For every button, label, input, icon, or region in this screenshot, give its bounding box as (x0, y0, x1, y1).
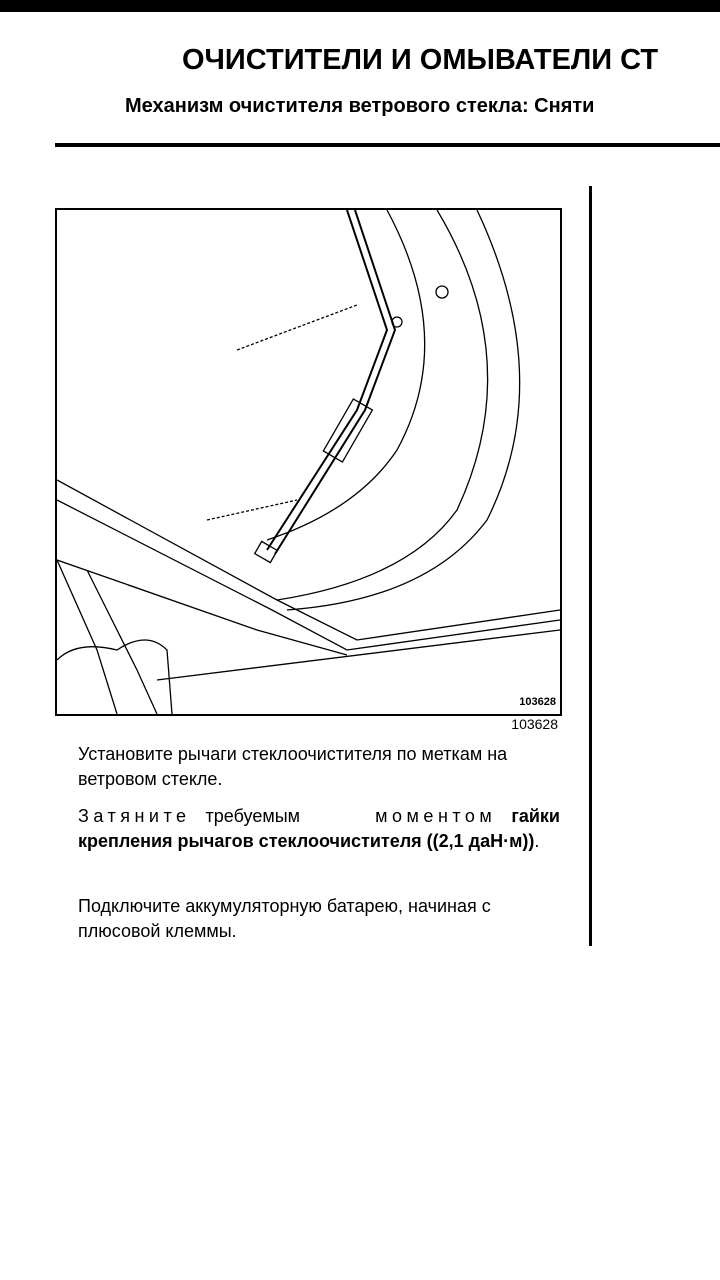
figure-number-inside: 103628 (519, 696, 556, 708)
page-subtitle: Механизм очистителя ветрового стекла: Сняти (125, 95, 595, 117)
text-zatyanite: Затяните (78, 806, 191, 826)
wiper-illustration (55, 208, 562, 716)
top-bar (0, 0, 720, 12)
text-trebuemym: требуемым (190, 806, 316, 826)
text-period: . (534, 831, 540, 851)
wiper-drawing (57, 210, 560, 714)
instruction-paragraph-2 (78, 804, 560, 854)
text-momentom: моментом (375, 806, 497, 826)
column-divider (589, 186, 592, 946)
instruction-paragraph-3: Подключите аккумуляторную батарею, начиная с плюсовой клеммы. (78, 896, 491, 941)
torque-spec: гайки крепления рычагов стеклоочистителя ((2,1 даН·м)) (78, 806, 560, 851)
instruction-paragraph-1: Установите рычаги стеклоочистителя по меткам на ветровом стекле. (78, 744, 508, 789)
header-divider (55, 143, 720, 147)
page-title: ОЧИСТИТЕЛИ И ОМЫВАТЕЛИ СТ (182, 44, 659, 76)
figure-caption: 103628 (511, 716, 558, 732)
